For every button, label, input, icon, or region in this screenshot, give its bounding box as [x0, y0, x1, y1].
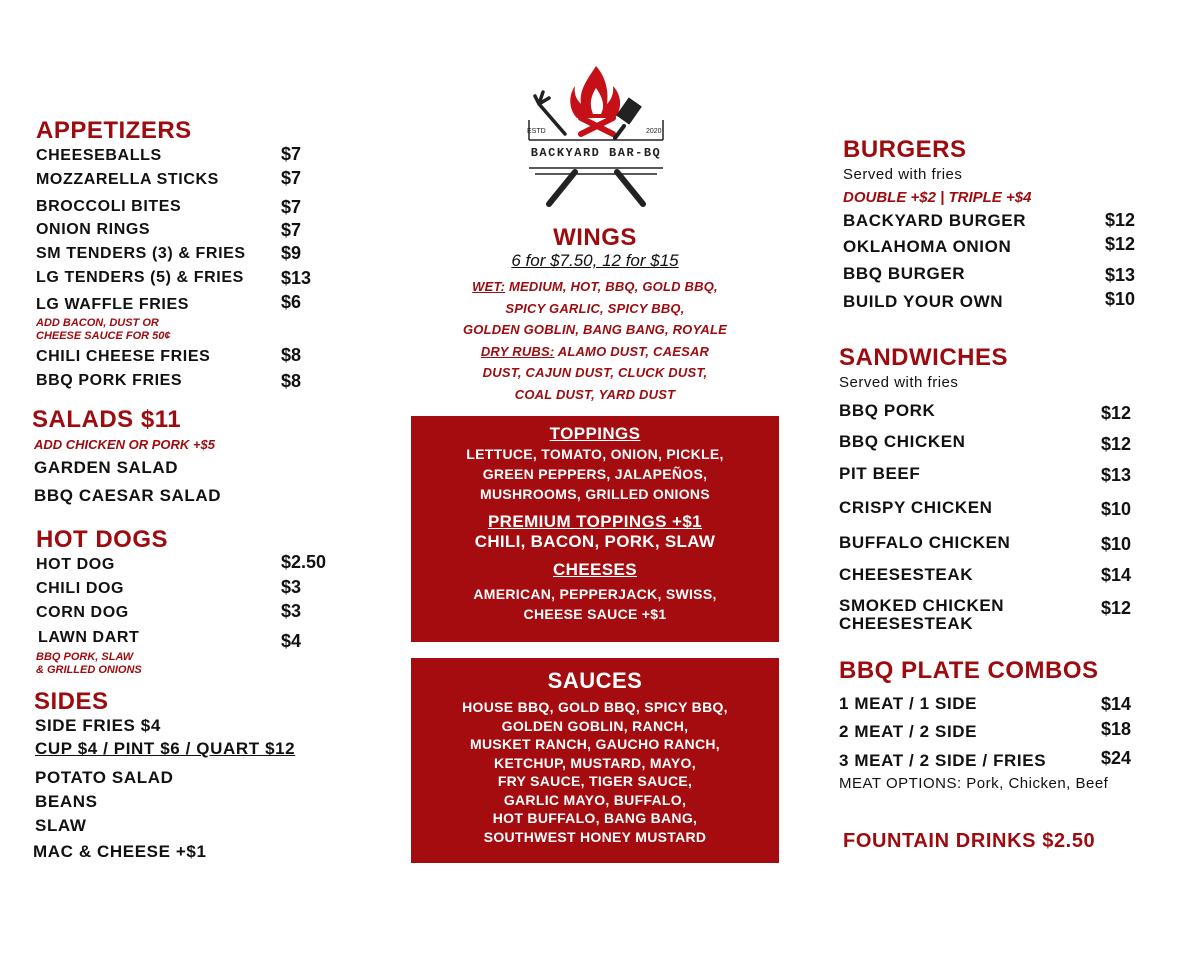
dry-line: ALAMO DUST, CAESAR — [554, 343, 710, 359]
burgers-heading: BURGERS — [843, 136, 967, 163]
logo-estd: ESTD — [527, 128, 546, 135]
cheeses-title: CHEESES — [552, 560, 638, 579]
menu-item-price: $18 — [1101, 719, 1132, 739]
menu-item-name: ONION RINGS — [36, 221, 151, 238]
menu-item-name: BBQ PORK — [839, 401, 936, 420]
menu-item-name: BUILD YOUR OWN — [843, 292, 1004, 311]
menu-item-name: BBQ BURGER — [843, 264, 966, 283]
menu-item-name: CHEESEBALLS — [36, 147, 162, 164]
menu-item-price: $13 — [281, 268, 312, 288]
menu-item-note: ADD BACON, DUST OR — [36, 317, 159, 329]
wet-line: MEDIUM, HOT, BBQ, GOLD BBQ, — [505, 279, 718, 294]
sauces-box — [411, 658, 779, 863]
menu-item-price: $7 — [281, 220, 302, 240]
menu-item-price: $14 — [1101, 694, 1132, 714]
logo-year: 2020 — [646, 128, 662, 135]
toppings-box — [411, 416, 779, 642]
menu-item-name: MAC & CHEESE +$1 — [33, 842, 207, 861]
logo-name: BACKYARD BAR-BQ — [530, 146, 662, 160]
menu-item-name: BBQ CHICKEN — [839, 432, 966, 451]
backyard-bbq-logo — [525, 62, 667, 214]
toppings-line: GREEN PEPPERS, JALAPEÑOS, — [482, 466, 708, 482]
menu-item-name: LAWN DART — [38, 629, 140, 646]
menu-item-price: $13 — [1105, 265, 1136, 285]
menu-item-price: $3 — [281, 577, 302, 597]
menu-item-price: $13 — [1101, 465, 1132, 485]
cheeses-line: CHEESE SAUCE +$1 — [523, 606, 667, 622]
dry-line: COAL DUST, YARD DUST — [514, 386, 676, 402]
burgers-upgrade: DOUBLE +$2 | TRIPLE +$4 — [843, 189, 1032, 206]
menu-item-name: BBQ CAESAR SALAD — [34, 486, 222, 505]
menu-item-name: CORN DOG — [36, 604, 129, 621]
hot-dogs-heading: HOT DOGS — [36, 526, 169, 553]
menu-item-price: $12 — [1105, 210, 1136, 230]
sauce-line: SOUTHWEST HONEY MUSTARD — [483, 828, 707, 845]
sauce-line: MUSKET RANCH, GAUCHO RANCH, — [470, 736, 720, 752]
appetizers-heading: APPETIZERS — [36, 117, 192, 144]
menu-item-price: $12 — [1101, 598, 1132, 618]
menu-item-price: $10 — [1105, 289, 1136, 309]
wings-pricing: 6 for $7.50, 12 for $15 — [511, 251, 679, 270]
menu-item-name: SM TENDERS (3) & FRIES — [36, 245, 246, 262]
menu-item-name: SMOKED CHICKEN — [839, 596, 1005, 615]
menu-item-name: MOZZARELLA STICKS — [36, 171, 219, 188]
menu-item-price: $14 — [1101, 565, 1132, 585]
menu-item-name: SLAW — [35, 816, 87, 835]
menu-item-price: $12 — [1105, 234, 1136, 254]
menu-item-name: BACKYARD BURGER — [843, 211, 1027, 230]
burgers-sub: Served with fries — [843, 166, 963, 183]
wet-line: GOLDEN GOBLIN, BANG BANG, ROYALE — [463, 322, 727, 337]
dry-line: DUST, CAJUN DUST, CLUCK DUST, — [482, 365, 708, 380]
wet-label: WET: — [472, 279, 506, 294]
menu-item-price: $7 — [281, 144, 302, 164]
menu-item-name: CRISPY CHICKEN — [839, 498, 993, 517]
menu-item-price: $12 — [1101, 403, 1132, 423]
menu-item-price: $8 — [281, 345, 302, 365]
side-fries: SIDE FRIES $4 — [35, 716, 161, 735]
meat-options: MEAT OPTIONS: Pork, Chicken, Beef — [839, 775, 1109, 792]
cheeses-line: AMERICAN, PEPPERJACK, SWISS, — [473, 586, 717, 602]
menu-item-price: $7 — [281, 168, 302, 188]
salads-heading: SALADS $11 — [32, 406, 182, 433]
menu-item-price: $2.50 — [281, 552, 327, 572]
menu-item-name-line2: CHEESESTEAK — [839, 614, 974, 633]
premium-toppings-title: PREMIUM TOPPINGS +$1 — [487, 512, 703, 531]
sauce-line: GOLDEN GOBLIN, RANCH, — [501, 717, 689, 734]
sauce-line: FRY SAUCE, TIGER SAUCE, — [497, 773, 693, 789]
menu-item-note: CHEESE SAUCE FOR 50¢ — [36, 330, 171, 342]
sauce-line: HOT BUFFALO, BANG BANG, — [492, 810, 698, 826]
sauce-line: KETCHUP, MUSTARD, MAYO, — [494, 754, 696, 771]
wings-flavors — [410, 276, 780, 405]
menu-item-price: $10 — [1101, 499, 1132, 519]
sauces-title: SAUCES — [547, 668, 643, 693]
menu-item-price: $12 — [1101, 434, 1132, 454]
menu-item-price: $24 — [1101, 748, 1132, 768]
menu-item-price: $4 — [281, 631, 302, 651]
menu-item-note: & GRILLED ONIONS — [36, 664, 142, 676]
sandwiches-sub: Served with fries — [839, 374, 959, 391]
menu-item-name: 3 MEAT / 2 SIDE / FRIES — [839, 751, 1047, 770]
menu-item-note: BBQ PORK, SLAW — [36, 651, 134, 663]
menu-item-name: GARDEN SALAD — [34, 458, 179, 477]
menu-item-name: BBQ PORK FRIES — [36, 372, 183, 389]
menu-item-name: BUFFALO CHICKEN — [839, 533, 1011, 552]
combos-heading: BBQ PLATE COMBOS — [839, 657, 1099, 684]
sandwiches-heading: SANDWICHES — [839, 344, 1009, 371]
toppings-title: TOPPINGS — [549, 424, 641, 443]
menu-item-name: CHILI DOG — [36, 580, 125, 597]
menu-item-price: $9 — [281, 243, 302, 263]
grill-flame-logo-icon — [525, 62, 667, 214]
toppings-line: LETTUCE, TOMATO, ONION, PICKLE, — [466, 446, 724, 462]
menu-item-name: 1 MEAT / 1 SIDE — [839, 694, 978, 713]
toppings-line: MUSHROOMS, GRILLED ONIONS — [480, 486, 710, 502]
fountain-drinks: FOUNTAIN DRINKS $2.50 — [843, 830, 1096, 852]
menu-item-name: BROCCOLI BITES — [36, 198, 182, 215]
menu-item-name: PIT BEEF — [839, 464, 921, 483]
premium-toppings: CHILI, BACON, PORK, SLAW — [474, 532, 716, 551]
menu-item-name: CHEESESTEAK — [839, 565, 974, 584]
menu-item-price: $8 — [281, 371, 302, 391]
menu-item-name: LG WAFFLE FRIES — [36, 296, 189, 313]
menu-item-name: LG TENDERS (5) & FRIES — [36, 269, 244, 286]
menu-item-price: $7 — [281, 197, 302, 217]
dry-rubs-label: DRY RUBS: — [480, 343, 555, 359]
salads-note: ADD CHICKEN OR PORK +$5 — [34, 437, 215, 452]
menu-item-name: BEANS — [35, 792, 98, 811]
wings-heading: WINGS — [553, 224, 637, 251]
sauce-line: HOUSE BBQ, GOLD BBQ, SPICY BBQ, — [462, 699, 728, 715]
menu-item-price: $3 — [281, 601, 302, 621]
sauce-line: GARLIC MAYO, BUFFALO, — [503, 791, 687, 808]
menu-item-price: $6 — [281, 292, 302, 312]
side-sizes: CUP $4 / PINT $6 / QUART $12 — [35, 739, 296, 758]
menu-item-name: OKLAHOMA ONION — [843, 237, 1012, 256]
wet-line: SPICY GARLIC, SPICY BBQ, — [505, 300, 685, 316]
sides-heading: SIDES — [34, 688, 109, 715]
menu-item-name: CHILI CHEESE FRIES — [36, 348, 211, 365]
menu-item-name: HOT DOG — [36, 556, 115, 573]
menu-item-price: $10 — [1101, 534, 1132, 554]
menu-item-name: POTATO SALAD — [35, 768, 174, 787]
menu-item-name: 2 MEAT / 2 SIDE — [839, 722, 978, 741]
